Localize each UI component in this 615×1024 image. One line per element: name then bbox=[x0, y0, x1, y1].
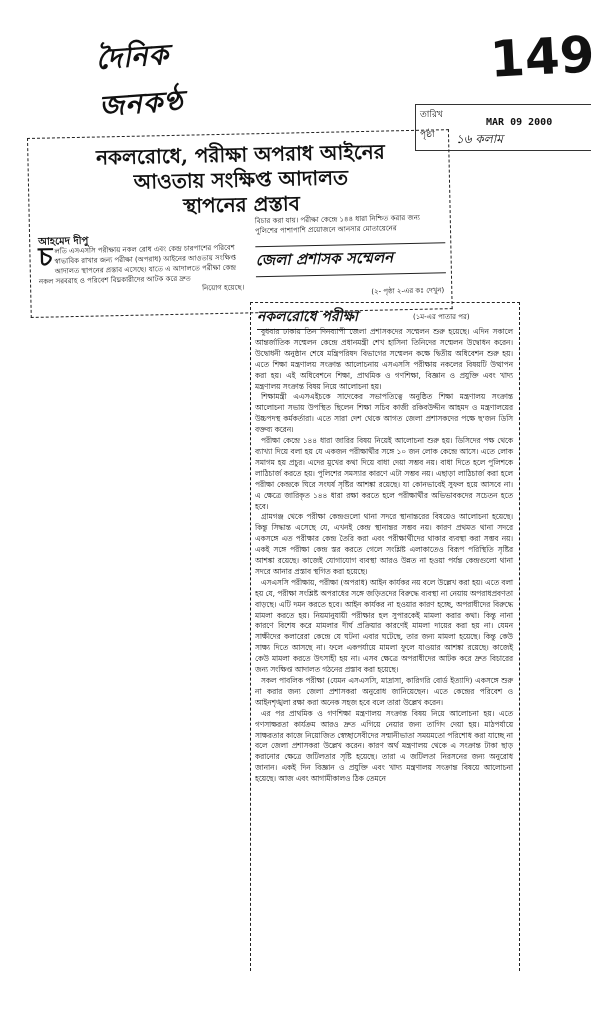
byline: আহমেদ দীপু bbox=[38, 235, 89, 248]
article-body bbox=[255, 327, 513, 785]
headline-line-1: নকলরোধে, পরীক্ষা অপরাধ আইনের bbox=[95, 139, 385, 170]
continuation-title: নকলরোধে পরীক্ষা bbox=[257, 305, 358, 330]
headline-clipping bbox=[27, 129, 453, 318]
body-paragraph: এসএসসি পরীক্ষায়, পরীক্ষা (অপরাধ) আইন কার্যকর নয় বলে উল্লেখ করা হয়। এতে বলা হয় যে, পরীক্ষা সংশ্লিষ্ট অপরাধের সঙ্গে জড়িতদের বিরুদ্ধে ব্যবস্থা না নেয়ায় অপরাধপ্রবণতা বাড়ছে। এটি দমন করতে হবে। আইন কার্যকর না হওয়ার কারণ হচ্ছে, অপরাধীদের বিরুদ্ধে মামলা করতে হয়। নিয়মানুযায়ী পরীক্ষার হল সুপারকেই মামলা করার কথা। কিন্তু নানা কারণে বিশেষ করে মামলার দীর্ঘ প্রক্রিয়ার কারণেই মামলা দায়ের করা হয় না। যেমন সাক্ষীদের কলারেরা কেন্দ্রে যে ঘটনা এবার ঘটেছে, তার জন্য মামলা হয়েছে। কিন্তু কেউ সাক্ষ্য দিতে আসছে না। ফলে একপর্যায়ে মামলা ফুলে যাওয়ার আশঙ্কা রয়েছে। কাজেই কেউ মামলা করতে উৎসাহী হয় না। এসব ক্ষেত্রে অপরাধীদের আটক করে দ্রুত বিচারের জন্য সংক্ষিপ্ত আদালত গঠনের প্রস্তাব করা হয়েছে। bbox=[255, 577, 513, 675]
drop-cap: চ bbox=[38, 242, 53, 273]
body-paragraph: পরীক্ষা কেন্দ্রে ১৪৪ ধারা জারির বিষয় নিয়েই আলোচনা শুরু হয়। ডিসিদের পক্ষ থেকে ব্যাখ্যা দিয়ে বলা হয় যে একজন পরীক্ষার্থীর সঙ্গে ১০ জন লোক কেন্দ্রে আসে। এতে লোক সমাগম হয় প্রচুর। এদের মুখের কথা দিয়ে বাধা দেয়া সম্ভব নয়। বাধা দিতে হলে পুলিশকে লাঠিচার্জ করতে হয়। পুলিশের সমস্যার কারণে এটা সম্ভব নয়। এছাড়া লাঠিচার্জ করা হলে পরীক্ষা কেন্দ্রকে ঘিরে সংঘর্ষ সৃষ্টির আশঙ্কা রয়েছে। যা কোনভাবেই সুফল হয়ে আসবে না। এ ক্ষেত্রে জারিকৃত ১৪৪ ধারা রক্ষা করতে হলে পরীক্ষার্থীর অভিভাবকদের সচেতন হতে হবে। bbox=[255, 436, 513, 511]
stamp-page-label: পৃষ্ঠা bbox=[420, 130, 435, 140]
body-paragraph: এর পর প্রাথমিক ও গণশিক্ষা মন্ত্রণালয় সংক্রান্ত বিষয় নিয়ে আলোচনা হয়। এতে গণসাক্ষরতা কার্যক্রম আরও দ্রুত এগিয়ে নেয়ার জন্য তাগিদ দেয়া হয়। মাঠপর্যায়ে সাক্ষরতার কাজে নিয়োজিত স্বেচ্ছাসেবীদের সম্মানীভাতা সময়মতো পরিশোধ করা যাচ্ছে না বলে জেলা প্রশাসকরা উল্লেখ করেন। কারণ অর্থ মন্ত্রণালয় থেকে এ সংক্রান্ত টাকা ছাড় করানোর ক্ষেত্রে জটিলতার সৃষ্টি হয়েছে। তারা এ জটিলতা নিরসনের জন্য অনুরোধ জানান। একই দিন বিজ্ঞান ও প্রযুক্তি এবং খাদ্য মন্ত্রণালয় সংক্রান্ত বিষয়ে আলোচনা হয়েছে। আজ এবং আগামীকালও ঠিক তেমনে bbox=[255, 708, 513, 784]
body-paragraph: সকল পাবলিক পরীক্ষা (যেমন এসএসসি, মাদ্রাসা, কারিগরি বোর্ড ইত্যাদি) একসঙ্গে শুরু না করার জন্য জেলা প্রশাসকরা অনুরোধ জানিয়েছেন। এতে কেন্দ্রের পরিবেশ ও আইনশৃঙ্খলা রক্ষা করা অনেক সহজ হবে বলে তারা উল্লেখ করেন। bbox=[255, 676, 513, 707]
lead-text: লতি এসএসসি পরীক্ষায় নকল রোধ এবং কেন্দ্র চারপাশের পরিবেশ স্বাভাবিক রাখার জন্য পরীক্ষা (অপরাধ) আইনের আওতায় সংক্ষিপ্ত আদালত স্থাপনের প্রস্তাব এসেছে। যাতে এ আদালতে পরীক্ষা কেন্দ্র নকল সরবরাহ ও পরিবেশ বিঘ্নকারীদের আটক করে দ্রুত bbox=[38, 243, 237, 286]
headline-line-2: আওতায় সংক্ষিপ্ত আদালত bbox=[133, 165, 349, 194]
stamp-date-value: MAR 09 2000 bbox=[486, 117, 553, 128]
newspaper-masthead: দৈনিক জনকণ্ঠ bbox=[94, 37, 185, 123]
continuation-title-note: (১ম-এর পাতার পর) bbox=[413, 313, 470, 321]
stamp-date-label: তারিখ bbox=[420, 110, 443, 120]
continuation-clipping bbox=[250, 302, 520, 971]
headline-line-3: স্থাপনের প্রস্তাব bbox=[182, 191, 301, 218]
lead-continuation: নিয়োগ হয়েছে। bbox=[201, 283, 245, 293]
body-paragraph: শিক্ষামন্ত্রী এএসএইচকে সাদেকের সভাপতিত্বে অনুষ্ঠিত শিক্ষা মন্ত্রণালয় সংক্রান্ত আলোচনা সভায় উপস্থিত ছিলেন শিক্ষা সচিব কাজী রকিবউদ্দীন আহমদ ও মন্ত্রণালয়ের উচ্চপদস্থ কর্মকর্তারা। এতে সারা দেশ থেকে আগত জেলা প্রশাসকদের পক্ষে ছ'জন ডিসি বক্তব্য করেন। bbox=[255, 392, 513, 435]
body-paragraph: গ্রামগঞ্জ থেকে পরীক্ষা কেন্দ্রগুলো থানা সদরে স্থানান্তরের বিষয়েও আলোচনা হয়েছে। কিন্তু সিদ্ধান্ত এসেছে যে, এখনই কেন্দ্র স্থানান্তর সম্ভব নয়। কারণ প্রথমত থানা সদরে একসঙ্গে এত পরীক্ষার কেন্দ্র তৈরি করা এবং পরীক্ষার্থীদের থাকার ব্যবস্থা করা সম্ভব নয়। একই সঙ্গে পরীক্ষা কেন্দ্র স্তর করতে গেলে সংশ্লিষ্ট এলাকাতেও বিরূপ পরিস্থিতি সৃষ্টির আশঙ্কা রয়েছে। কাজেই যোগাযোগ ব্যবস্থা আরও উন্নত না হওয়া পর্যন্ত কেন্দ্রগুলো থানা সদরে আনার প্রস্তাব স্থগিত করা হয়েছে। bbox=[255, 512, 513, 576]
lead-paragraph bbox=[38, 242, 244, 296]
lead-right-column: বিচার করা যায়। পরীক্ষা কেন্দ্রে ১৪৪ ধারা নিশ্চিত করার জন্য পুলিশের পাশাপাশি প্রয়োজনে আনসার মোতায়েনের bbox=[254, 213, 420, 236]
stamp-column-handwriting: ১৬ কলাম bbox=[456, 132, 503, 146]
article-headline bbox=[40, 138, 441, 221]
handwritten-page-number: 149 bbox=[488, 25, 596, 89]
continuation-note: (২- পৃষ্ঠা ২-এর কঃ দেখুন) bbox=[371, 286, 445, 296]
body-paragraph: বুধবার ঢাকায় তিন দিনব্যাপী জেলা প্রশাসকদের সম্মেলন শুরু হয়েছে। এদিন সকালে আন্তর্জাতিক সম্মেলন কেন্দ্রে প্রধানমন্ত্রী শেখ হাসিনা তিনিদের সম্মেলন উদ্বোধন করেন। উদ্বোধনী অনুষ্ঠান শেষে মন্ত্রিপরিষদ বিভাগের সম্মেলন কক্ষে দ্বিতীয় অধিবেশন শুরু হয়। এতে শিক্ষা মন্ত্রণালয় সংক্রান্ত আলোচনায় এসএসসি পরীক্ষায় নকলের বিষয়টি উত্থাপন করা হয়। এই অধিবেশনে শিক্ষা, প্রাথমিক ও গণশিক্ষা, বিজ্ঞান ও প্রযুক্তি এবং খাদ্য মন্ত্রণালয় সংক্রান্ত বিষয় নিয়ে আলোচনা হয়। bbox=[255, 327, 513, 391]
subheadline: জেলা প্রশাসক সম্মেলন bbox=[255, 242, 446, 277]
